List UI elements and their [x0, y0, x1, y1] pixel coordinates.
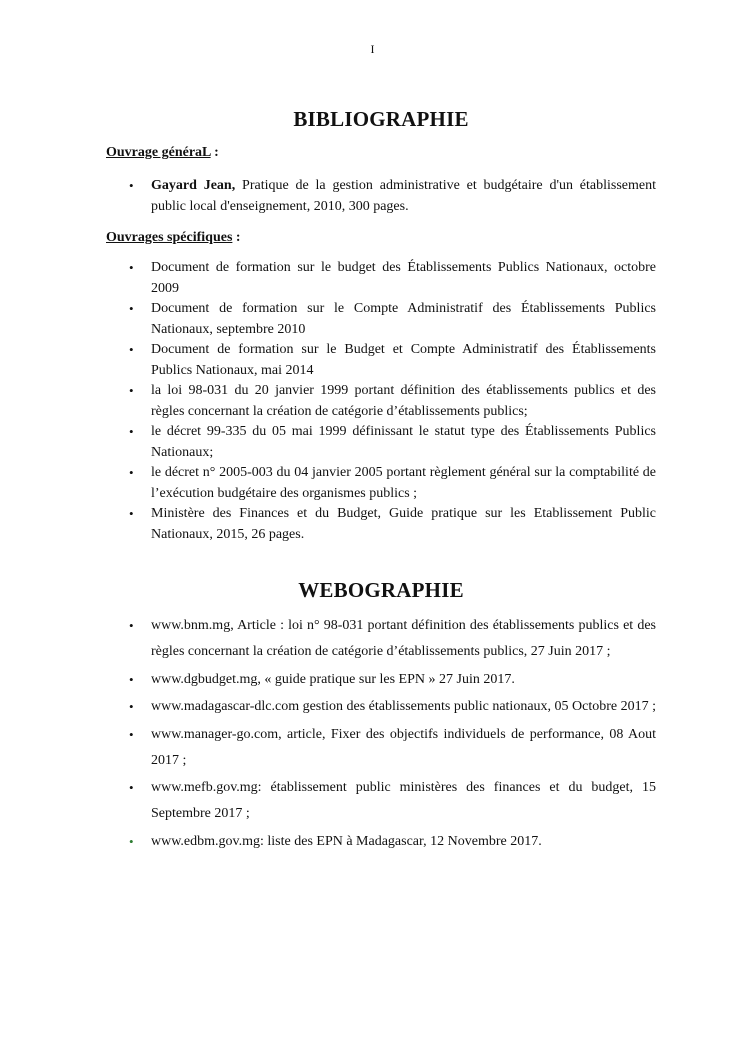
list-item [106, 463, 656, 504]
list-item [106, 422, 656, 463]
bullet-icon: • [129, 833, 134, 849]
list-item [106, 694, 656, 720]
bullet-icon: • [129, 178, 134, 193]
web-reference-text: www.manager-go.com, article, Fixer des objectifs individuels de performance, 08 Aout 2017 ; [151, 726, 656, 768]
reference-text: la loi 98-031 du 20 janvier 1999 portant définition des établissements publics et des règles concernant la création de catégorie d’établissements publics; [151, 383, 656, 419]
webography-title: WEBOGRAPHIE [298, 578, 464, 602]
reference-text: le décret n° 2005-003 du 04 janvier 2005 portant règlement général sur la comptabilité de l’exécution budgétaire des organismes publics ; [151, 465, 656, 501]
reference-text: Document de formation sur le Compte Administratif des Établissements Publics Nationaux, septembre 2010 [151, 301, 656, 337]
bullet-icon: • [129, 260, 134, 275]
list-item [106, 176, 656, 217]
bullet-icon: • [129, 699, 134, 715]
specific-works-list [106, 258, 656, 545]
bullet-icon: • [129, 424, 134, 439]
reference-text: Document de formation sur le Budget et Compte Administratif des Établissements Publics Nationaux, mai 2014 [151, 342, 656, 378]
web-reference-text: www.mefb.gov.mg: établissement public ministères des finances et du budget, 15 Septembre 2017 ; [151, 780, 656, 822]
reference-text: le décret 99-335 du 05 mai 1999 définissant le statut type des Établissements Publics Nationaux; [151, 424, 656, 460]
bullet-icon: • [129, 506, 134, 521]
page-number: I [370, 42, 375, 56]
list-item [106, 340, 656, 381]
web-reference-text: www.bnm.mg, Article : loi n° 98-031 portant définition des établissements publics et des règles concernant la création de catégorie d’établissements publics, 27 Juin 2017 ; [151, 618, 656, 659]
list-item [106, 299, 656, 340]
reference-text: Ministère des Finances et du Budget, Guide pratique sur les Etablissement Public Nationaux, 2015, 26 pages. [151, 506, 656, 542]
specific-works-suffix: : [232, 230, 241, 245]
document-body [106, 104, 656, 857]
bullet-icon: • [129, 301, 134, 316]
specific-works-label: Ouvrages spécifiques [106, 230, 233, 245]
list-item [106, 381, 656, 422]
web-reference-text: www.edbm.gov.mg: liste des EPN à Madagascar, 12 Novembre 2017. [151, 833, 542, 849]
web-reference-text: www.dgbudget.mg, « guide pratique sur les EPN » 27 Juin 2017. [151, 671, 515, 687]
list-item [106, 829, 656, 855]
author-name: Gayard Jean, [151, 178, 236, 193]
general-works-heading [106, 143, 656, 163]
list-item [106, 504, 656, 545]
list-item [106, 258, 656, 299]
webography-list [106, 613, 656, 855]
general-works-list [106, 176, 656, 217]
bullet-icon: • [129, 780, 134, 796]
list-item [106, 722, 656, 774]
bullet-icon: • [129, 342, 134, 357]
bullet-icon: • [129, 726, 134, 742]
reference-text: Document de formation sur le budget des Établissements Publics Nationaux, octobre 2009 [151, 260, 656, 296]
bibliography-title: BIBLIOGRAPHIE [293, 107, 469, 131]
list-item [106, 613, 656, 665]
web-reference-text: www.madagascar-dlc.com gestion des établissements public nationaux, 05 Octobre 2017 ; [151, 699, 657, 715]
general-works-suffix: : [210, 145, 219, 160]
bullet-icon: • [129, 465, 134, 480]
bullet-icon: • [129, 671, 134, 687]
bullet-icon: • [129, 383, 134, 398]
specific-works-heading [106, 228, 656, 248]
general-works-label: Ouvrage généraL [106, 145, 211, 160]
list-item [106, 775, 656, 827]
bullet-icon: • [129, 618, 134, 633]
reference-text: Pratique de la gestion administrative et budgétaire d'un établissement public local d'enseignement, 2010, 300 pages. [151, 178, 657, 214]
list-item [106, 667, 656, 693]
